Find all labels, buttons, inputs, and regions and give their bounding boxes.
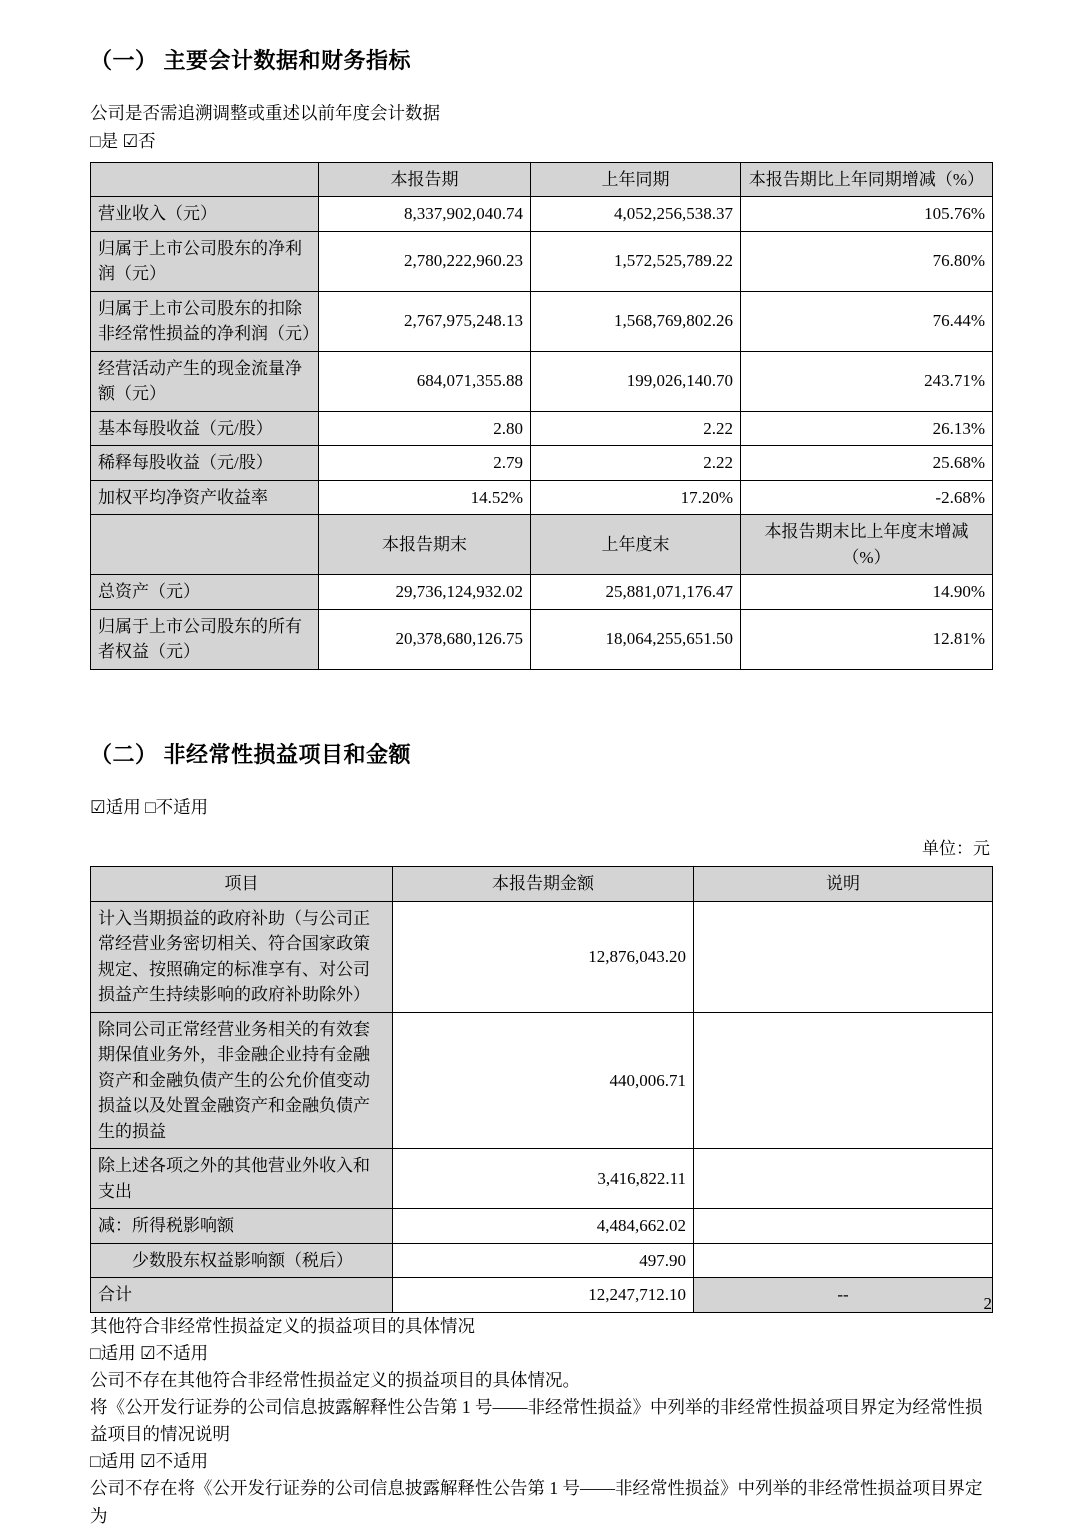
t2-row4-amount: 497.90 [393, 1243, 694, 1278]
t1-row3-prior: 199,026,140.70 [531, 351, 741, 411]
table-row [91, 1209, 993, 1244]
table-row [91, 1012, 993, 1149]
t1-row4-prior: 2.22 [531, 411, 741, 446]
t1-row6-prior: 17.20% [531, 480, 741, 515]
table-row [91, 901, 993, 1012]
t1-header2-change: 本报告期末比上年度末增减（%） [741, 515, 993, 575]
table-row [91, 609, 993, 669]
footer-note-line-3: 公司不存在其他符合非经常性损益定义的损益项目的具体情况。 [90, 1369, 580, 1390]
section-two-number: （二） [90, 741, 158, 767]
t1-header2-current-endperiod: 本报告期末 [319, 515, 531, 575]
table-row-header-period [91, 162, 993, 197]
t2-row3-item: 减：所得税影响额 [91, 1209, 393, 1244]
t1-end-row1-label: 归属于上市公司股东的所有者权益（元） [91, 609, 319, 669]
t1-row3-change: 243.71% [741, 351, 993, 411]
t1-row6-change: -2.68% [741, 480, 993, 515]
t1-row0-label: 营业收入（元） [91, 197, 319, 232]
pre-table-two-gap [90, 859, 992, 866]
t1-header-blank [91, 162, 319, 197]
section-one-heading [90, 48, 992, 74]
section-one-number: （一） [90, 48, 158, 73]
t1-row2-change: 76.44% [741, 291, 993, 351]
page-number: 2 [983, 1294, 992, 1313]
t1-end-row0-current: 29,736,124,932.02 [319, 575, 531, 610]
table-row [91, 197, 993, 232]
t2-row2-item: 除上述各项之外的其他营业外收入和支出 [91, 1149, 393, 1209]
table-row [91, 1149, 993, 1209]
footer-note-line-1: 其他符合非经常性损益定义的损益项目的具体情况 [90, 1315, 475, 1336]
t1-end-row0-prior: 25,881,071,176.47 [531, 575, 741, 610]
t2-row1-note [694, 1012, 993, 1149]
t1-row1-current: 2,780,222,960.23 [319, 231, 531, 291]
section-two-heading [90, 742, 992, 768]
t1-row4-label: 基本每股收益（元/股） [91, 411, 319, 446]
table-row-header-endperiod [91, 515, 993, 575]
t2-total-note: -- [694, 1278, 993, 1313]
t2-total-amount: 12,247,712.10 [393, 1278, 694, 1313]
watermark [1011, 1337, 1020, 1368]
t1-row1-prior: 1,572,525,789.22 [531, 231, 741, 291]
section-two-title: 非经常性损益项目和金额 [163, 741, 412, 767]
t1-row5-prior: 2.22 [531, 446, 741, 481]
t2-row1-amount: 440,006.71 [393, 1012, 694, 1149]
section-two-applicable: ☑适用 □不适用 [90, 797, 209, 818]
table-row [91, 231, 993, 291]
main-financial-indicators-table [90, 162, 993, 670]
t1-row3-current: 684,071,355.88 [319, 351, 531, 411]
t1-row2-prior: 1,568,769,802.26 [531, 291, 741, 351]
table-row [91, 446, 993, 481]
t1-row5-change: 25.68% [741, 446, 993, 481]
t2-row2-note [694, 1149, 993, 1209]
t2-header-note: 说明 [694, 867, 993, 902]
t2-row4-item: 少数股东权益影响额（税后） [91, 1243, 393, 1278]
t1-row6-current: 14.52% [319, 480, 531, 515]
t1-row4-current: 2.80 [319, 411, 531, 446]
t2-row1-item: 除同公司正常经营业务相关的有效套期保值业务外，非金融企业持有金融资产和金融负债产生的公允价值变动损益以及处置金融资产和金融负债产生的损益 [91, 1012, 393, 1149]
t1-end-row1-prior: 18,064,255,651.50 [531, 609, 741, 669]
t2-row0-amount: 12,876,043.20 [393, 901, 694, 1012]
t2-header-item: 项目 [91, 867, 393, 902]
t1-end-row0-label: 总资产（元） [91, 575, 319, 610]
table-row [91, 291, 993, 351]
t2-header-amount: 本报告期金额 [393, 867, 694, 902]
t1-row1-label: 归属于上市公司股东的净利润（元） [91, 231, 319, 291]
pre-table-one-gap [90, 155, 992, 162]
nonrecurring-items-table [90, 866, 993, 1313]
table-row [91, 1243, 993, 1278]
t2-total-item: 合计 [91, 1278, 393, 1313]
table-row [91, 351, 993, 411]
t2-row4-note [694, 1243, 993, 1278]
retrospective-question: 公司是否需追溯调整或重述以前年度会计数据 [90, 103, 440, 124]
t1-row5-label: 稀释每股收益（元/股） [91, 446, 319, 481]
table-row-total [91, 1278, 993, 1313]
t1-end-row0-change: 14.90% [741, 575, 993, 610]
top-spacer [90, 0, 992, 48]
t1-row2-current: 2,767,975,248.13 [319, 291, 531, 351]
t1-row3-label: 经营活动产生的现金流量净额（元） [91, 351, 319, 411]
t2-row0-item: 计入当期损益的政府补助（与公司正常经营业务密切相关、符合国家政策规定、按照确定的标准享有、对公司损益产生持续影响的政府补助除外） [91, 901, 393, 1012]
t1-row0-prior: 4,052,256,538.37 [531, 197, 741, 232]
table-row-header [91, 867, 993, 902]
t1-row0-current: 8,337,902,040.74 [319, 197, 531, 232]
t1-header-change: 本报告期比上年同期增减（%） [741, 162, 993, 197]
t1-end-row1-change: 12.81% [741, 609, 993, 669]
unit-label: 单位：元 [922, 839, 990, 859]
retrospective-answer: □是 ☑否 [90, 130, 156, 151]
t1-row4-change: 26.13% [741, 411, 993, 446]
t1-header2-prior-yearend: 上年度末 [531, 515, 741, 575]
t1-header-current-period: 本报告期 [319, 162, 531, 197]
t1-row0-change: 105.76% [741, 197, 993, 232]
t1-end-row1-current: 20,378,680,126.75 [319, 609, 531, 669]
t2-row0-note [694, 901, 993, 1012]
t1-row6-label: 加权平均净资产收益率 [91, 480, 319, 515]
footer-note-line-6: 公司不存在将《公开发行证券的公司信息披露解释性公告第 1 号——非经常性损益》中列举的非经常性损益项目界定为 [90, 1478, 983, 1526]
section-two-gap [90, 768, 992, 794]
t1-row2-label: 归属于上市公司股东的扣除非经常性损益的净利润（元） [91, 291, 319, 351]
table-row [91, 480, 993, 515]
footer-note-line-2: □适用 ☑不适用 [90, 1342, 209, 1363]
footer-note-line-5: □适用 ☑不适用 [90, 1451, 209, 1472]
t2-row2-amount: 3,416,822.11 [393, 1149, 694, 1209]
table-row [91, 575, 993, 610]
table-row [91, 411, 993, 446]
section-one-title: 主要会计数据和财务指标 [163, 48, 412, 73]
t1-row1-change: 76.80% [741, 231, 993, 291]
t1-header2-blank [91, 515, 319, 575]
heading-gap [90, 74, 992, 100]
unit-gap [90, 821, 992, 834]
footer-note-line-4: 将《公开发行证券的公司信息披露解释性公告第 1 号——非经常性损益》中列举的非经常性损益项目界定为经常性损益项目的情况说明 [90, 1397, 983, 1445]
page-content [90, 0, 992, 1530]
t2-row3-note [694, 1209, 993, 1244]
t1-row5-current: 2.79 [319, 446, 531, 481]
t1-header-prior-period: 上年同期 [531, 162, 741, 197]
t2-row3-amount: 4,484,662.02 [393, 1209, 694, 1244]
between-sections-spacer [90, 670, 992, 742]
